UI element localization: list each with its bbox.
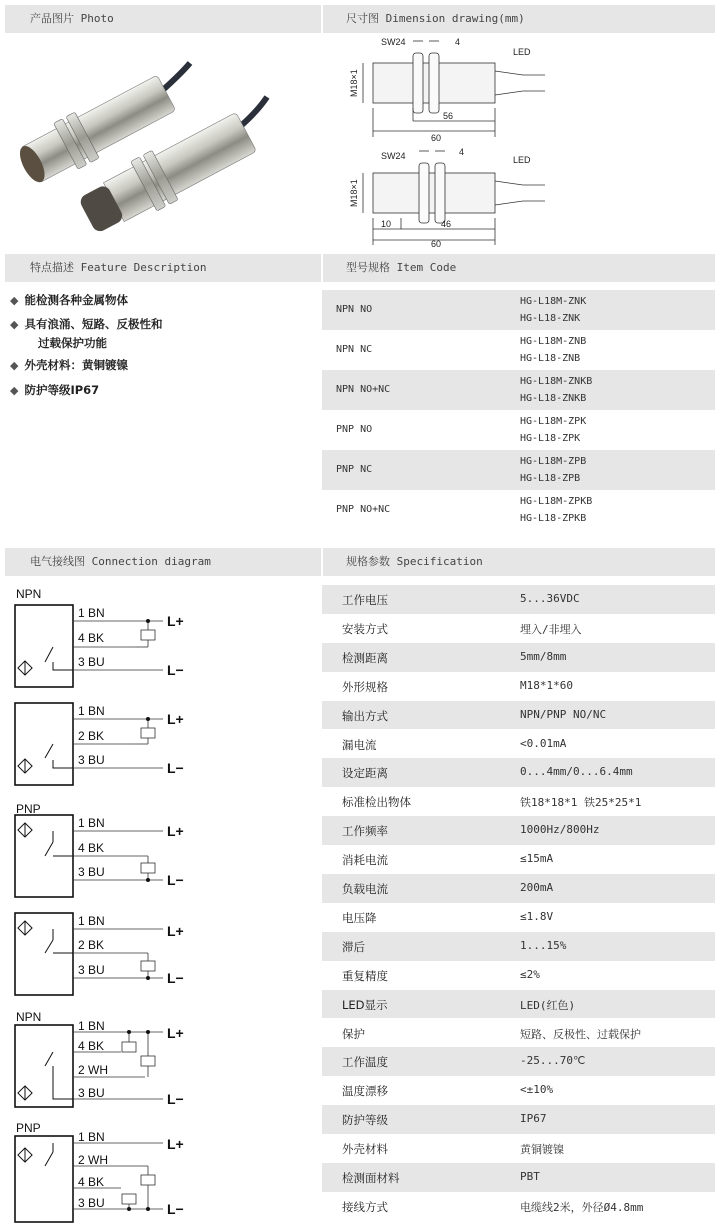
lplus-3: L+ (167, 823, 184, 839)
spec-label: 漏电流 (342, 737, 377, 752)
nut-outline-2a (419, 163, 429, 223)
item-code-type: PNP NO (336, 424, 373, 435)
wire-bn-6: 1 BN (78, 1130, 105, 1144)
bullet-diamond-icon: ◆ (10, 294, 19, 307)
feature-item: ◆ 防护等级IP67 (10, 383, 100, 397)
wire-bk-1: 4 BK (78, 631, 105, 645)
led-label-1: LED (513, 47, 531, 57)
sw-label-1: SW24 (381, 37, 406, 47)
feature-item: ◆ 具有浪涌、短路、反极性和 (10, 317, 163, 331)
spec-row (322, 1019, 715, 1048)
spec-value: 200mA (520, 881, 554, 894)
spec-row (322, 701, 715, 730)
nut-outline-2b (435, 163, 445, 223)
spec-value: ≤15mA (520, 852, 554, 866)
spec-label: 保护 (342, 1026, 365, 1041)
spec-row (322, 874, 715, 903)
spec-value: 5mm/8mm (520, 649, 567, 663)
spec-label: 电压降 (342, 910, 377, 925)
lplus-6: L+ (167, 1136, 184, 1152)
spec-row (322, 932, 715, 961)
spec-label: 标准检出物体 (342, 795, 411, 810)
spec-value: 1...15% (520, 938, 567, 952)
dim-10-label: 10 (381, 219, 392, 229)
sensor-body-outline-2 (373, 173, 495, 213)
spec-label: 工作电压 (342, 593, 388, 607)
spec-value: IP67 (520, 1112, 547, 1126)
spec-value: 5...36VDC (520, 592, 580, 605)
npn-label: NPN (16, 587, 42, 601)
lminus-6: L− (167, 1201, 184, 1217)
spec-row (322, 1134, 715, 1163)
spec-value: 短路、反极性、过载保护 (520, 1027, 641, 1041)
spec-label: 防护等级 (342, 1113, 388, 1128)
wire-bu-1: 3 BU (78, 655, 105, 669)
connection-header-title: 电气接线图 Connection diagram (30, 555, 211, 568)
lminus-4: L− (167, 970, 184, 986)
spec-value: PBT (520, 1170, 540, 1183)
spec-value: NPN/PNP NO/NC (520, 707, 607, 721)
spec-label: 重复精度 (342, 968, 388, 983)
spec-row (322, 1163, 715, 1192)
wire-bk-2: 2 BK (78, 729, 105, 743)
wire-wh-5: 2 WH (78, 1063, 108, 1077)
product-photo (5, 35, 321, 250)
wire-bu-4: 3 BU (78, 963, 105, 977)
spec-row (322, 990, 715, 1019)
thread-label-1: M18×1 (349, 69, 359, 97)
wire-bn-4: 1 BN (78, 914, 105, 928)
wire-bk-6: 4 BK (78, 1175, 105, 1189)
dimension-header-title: 尺寸图 Dimension drawing(mm) (346, 12, 525, 25)
spec-label: 检测距离 (342, 650, 388, 665)
led-label-2: LED (513, 155, 531, 165)
dim-56-label: 56 (443, 111, 454, 121)
wire-bu-5: 3 BU (78, 1086, 105, 1100)
item-code-value: HG-L18M-ZNK (520, 296, 587, 307)
spec-value: 铁18*18*1 铁25*25*1 (520, 796, 642, 810)
item-code-row (322, 370, 715, 410)
item-code-value: HG-L18-ZPKB (520, 513, 587, 524)
item-code-value: HG-L18M-ZNB (520, 336, 587, 347)
spec-row (322, 903, 715, 932)
wire-wh-6: 2 WH (78, 1153, 108, 1167)
nut-outline-1a (413, 53, 423, 113)
spec-value: LED(红色) (520, 998, 576, 1012)
thread-label-2: M18×1 (349, 179, 359, 207)
nut-outline-1b (429, 53, 439, 113)
dim-60-label-1: 60 (431, 133, 442, 143)
item-code-type: NPN NO+NC (336, 384, 391, 395)
item-code-value: HG-L18M-ZPKB (520, 496, 593, 507)
wire-bn-3: 1 BN (78, 816, 105, 830)
item-code-type: NPN NC (336, 344, 373, 355)
lplus-4: L+ (167, 923, 184, 939)
lplus-2: L+ (167, 711, 184, 727)
spec-value: 电缆线2米，外径Ø4.8mm (520, 1200, 644, 1214)
spec-label: 安装方式 (342, 621, 388, 636)
spec-value: ≤1.8V (520, 909, 554, 923)
item-code-row (322, 410, 715, 450)
spec-value: <0.01mA (520, 736, 567, 750)
item-code-value: HG-L18-ZPB (520, 473, 581, 484)
sw-label-2: SW24 (381, 151, 406, 161)
spec-label: LED显示 (342, 997, 388, 1012)
spec-row (322, 1105, 715, 1134)
wire-bu-6: 3 BU (78, 1196, 105, 1210)
spec-value: ≤2% (520, 967, 540, 981)
dim-46-label: 46 (441, 219, 452, 229)
spec-row (322, 730, 715, 759)
item-code-row (322, 450, 715, 490)
spec-row (322, 643, 715, 672)
item-code-value: HG-L18M-ZNKB (520, 376, 593, 387)
item-code-type: PNP NO+NC (336, 504, 391, 515)
spec-row (322, 614, 715, 643)
spec-row (322, 787, 715, 816)
spec-label: 温度漂移 (342, 1084, 388, 1099)
npn-label-2: NPN (16, 1010, 42, 1024)
wire-bn-1: 1 BN (78, 606, 105, 620)
spec-row (322, 758, 715, 787)
spec-value: 1000Hz/800Hz (520, 823, 600, 837)
dimension-drawing (323, 33, 715, 253)
spec-label: 设定距离 (342, 766, 388, 781)
item-code-row (322, 490, 715, 530)
spec-row (322, 672, 715, 701)
item-code-header-title: 型号规格 Item Code (346, 261, 457, 274)
lplus-5: L+ (167, 1025, 184, 1041)
spec-label: 检测面材料 (342, 1171, 400, 1185)
wire-bu-3: 3 BU (78, 865, 105, 879)
wire-bk-4: 2 BK (78, 938, 105, 952)
dim-60-label-2: 60 (431, 239, 442, 249)
wire-bn-5: 1 BN (78, 1019, 105, 1033)
bullet-diamond-icon: ◆ (10, 384, 19, 397)
spec-value: -25...70℃ (520, 1054, 586, 1068)
spec-value: <±10% (520, 1083, 554, 1097)
spec-row (322, 961, 715, 990)
pnp-label-2: PNP (16, 1121, 41, 1135)
connection-diagram (5, 580, 321, 1225)
spec-value: 黄铜镀镍 (520, 1143, 564, 1157)
wire-bu-2: 3 BU (78, 753, 105, 767)
spec-value: 埋入/非埋入 (520, 622, 582, 636)
spec-value: M18*1*60 (520, 678, 573, 692)
wire-bk-5: 4 BK (78, 1039, 105, 1053)
item-code-value: HG-L18-ZNK (520, 313, 581, 324)
lminus-3: L− (167, 872, 184, 888)
spec-label: 外壳材料 (342, 1142, 388, 1157)
spec-row (322, 1192, 715, 1221)
feature-item: ◆ 能检测各种金属物体 (10, 293, 128, 307)
item-code-value: HG-L18M-ZPK (520, 416, 587, 427)
spec-row (322, 585, 715, 614)
bullet-diamond-icon: ◆ (10, 359, 19, 372)
item-code-type: NPN NO (336, 304, 373, 315)
spec-label: 滞后 (342, 939, 365, 954)
item-code-type: PNP NC (336, 464, 373, 475)
wire-bn-2: 1 BN (78, 704, 105, 718)
specification-header-title: 规格参数 Specification (346, 555, 483, 568)
spec-label: 输出方式 (342, 708, 388, 723)
spec-label: 接线方式 (342, 1199, 388, 1214)
spec-label: 工作温度 (342, 1055, 388, 1070)
spec-row (322, 845, 715, 874)
item-code-value: HG-L18-ZNKB (520, 393, 587, 404)
nut-label-1: 4 (455, 37, 461, 47)
spec-label: 消耗电流 (342, 853, 388, 868)
lplus-1: L+ (167, 613, 184, 629)
wire-bk-3: 4 BK (78, 841, 105, 855)
photo-header-title: 产品图片 Photo (30, 12, 114, 25)
bullet-diamond-icon: ◆ (10, 318, 19, 331)
spec-row (322, 1047, 715, 1076)
feature-item-continued: 过载保护功能 (38, 336, 107, 350)
lminus-2: L− (167, 760, 184, 776)
item-code-row (322, 330, 715, 370)
lminus-5: L− (167, 1091, 184, 1107)
feature-header-title: 特点描述 Feature Description (30, 261, 207, 274)
spec-value: 0...4mm/0...6.4mm (520, 765, 633, 779)
spec-row (322, 816, 715, 845)
pnp-label: PNP (16, 802, 41, 816)
nut-label-2: 4 (459, 147, 465, 157)
item-code-value: HG-L18-ZPK (520, 433, 581, 444)
spec-label: 负载电流 (342, 882, 388, 896)
item-code-value: HG-L18M-ZPB (520, 456, 587, 467)
spec-row (322, 1076, 715, 1105)
feature-item: ◆ 外壳材料：黄铜镀镍 (10, 358, 128, 372)
spec-label: 工作频率 (342, 824, 388, 839)
spec-label: 外形规格 (342, 679, 388, 694)
lminus-1: L− (167, 662, 184, 678)
item-code-value: HG-L18-ZNB (520, 353, 581, 364)
item-code-row (322, 290, 715, 330)
